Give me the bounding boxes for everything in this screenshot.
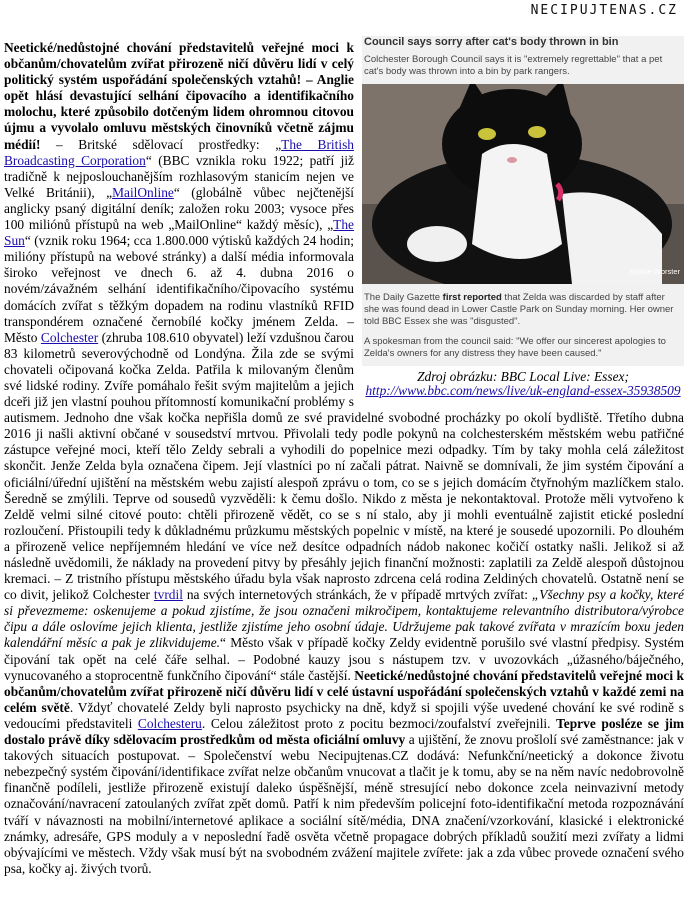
link-colchester[interactable]: Colchester <box>40 329 99 345</box>
card-title: Council says sorry after cat's body thrown in bin <box>364 36 619 48</box>
link-tvrdil[interactable]: tvrdil <box>153 587 183 603</box>
image-caption: Zdroj obrázku: BBC Local Live: Essex; http://www.bbc.com/news/live/uk-england-essex-35938509 <box>365 369 681 398</box>
cat-photo <box>362 84 684 284</box>
figure <box>362 36 684 398</box>
link-the-sun[interactable]: The Sun <box>4 217 354 249</box>
council-quote: „Všechny psy a kočky, které si převezmeme: oskenujeme a pokud zjistíme, že jsou označeni mikročipem, kontaktujeme relevantního distributora/výrobce čipu a dále oslovíme jejich klienta, jestliže zjistíme jeho osobní údaje. Udržujeme pak takové zvířata v mrazícím boxu jeden kalendářní měsíc a pak je zlikvidujeme. <box>4 587 684 651</box>
caption-source-link[interactable]: http://www.bbc.com/news/live/uk-england-essex-35938509 <box>365 383 681 398</box>
lead-bold: Neetické/nedůstojné chování představitelů veřejné moci k občanům/chovatelům zvířat přirozeně ničí důvěru lidí v celý politický systém uspořádání společenských vztahů! – Anglie opět hlásí devastující selhání čipovacího a identifikačního molochu, které způsobilo dotčeným lidem ohromnou citovou újmu a vyvolalo omluvu městských činovníků včetně zájmu médií! <box>4 40 354 152</box>
card-detail: The Daily Gazette first reported that Zelda was discarded by staff after she was found dead in Lower Castle Park on Sunday morning. Her owner told BBC Essex she was "disgusted". <box>364 292 674 327</box>
cat-illustration <box>362 84 684 284</box>
news-card <box>362 36 684 366</box>
article <box>4 36 685 877</box>
card-quote: A spokesman from the council said: "We offer our sincerest apologies to Zelda's owners for any distress they have been caused." <box>364 336 666 359</box>
photo-credit: Sophie Worster <box>628 266 680 276</box>
link-colchesteru[interactable]: Colchesteru <box>137 715 202 731</box>
bold-statement-2: Neetické/nedůstojné chování představitelů veřejné moci k občanům/chovatelům zvířat přirozeně ničí důvěru lidí v celé ústavní uspořádání společenských vztahů v každé zemi na celém světě <box>4 667 684 715</box>
article-body: Neetické/nedůstojné chování představitelů veřejné moci k občanům/chovatelům zvířat přirozeně ničí důvěru lidí v celý politický systém uspořádání společenských vztahů! – Anglie opět hlásí devastující selhání čipovacího a identifikačního molochu, které způsobilo dotčeným lidem ohromnou citovou újmu a vyvolalo omluvu městských činovníků včetně zájmu médií! – Britské sdělovací prostředky: „The British Broadcasting Corporation“ (BBC vznikla roku 1922; patří již tradičně k nejposlouchanějším rozhlasovým stanicím nejen ve Velké Británii), „MailOnline“ (globálně vůbec nejčtenější anglicky psaný digitální deník; založen roku 2003; vysoce přes 100 miliónů přístupů na web „MailOnline“ každý měsíc), „The Sun“ (vznik roku 1964; cca 1.800.000 výtisků každých 24 hodin; milióny přístupů na webové stránky) a další média informovala široko veřejnost ve dnech 6. až 4. dubna 2016 o novém/závažném selhání identifikačního/čipovacího systému domácích zvířat s těžkým dopadem na rodinu vlastníků RFID transpondérem označené černobílé kočky jménem Zelda. – Město Colchester (zhruba 108.610 obyvatel) leží vzdušnou čarou 83 kilometrů severovýchodně od Londýna. Žila zde se svými chovateli očipovaná kočka Zelda. Patřila k milovaným členům své lidské rodiny. Zvíře pomáhalo řešit svým majitelům a jejich dceři již jen vlastní pouhou přítomností komunikační problémy s autismem. Jednoho dne však kočka nepřišla domů ze své pravidelné svobodné procházky po okolí bydliště. Třetího dubna 2016 ji našli aktivní občané v sousedství mrtvou. Přivolali tedy podle pokynů na colchesterském městském webu patřičné zástupce veřejné moci, kteří tělo Zeldy sebrali a vyhodili do popelnice mezi odpadky. Tím by taky mohla celá záležitost skončit. Jenže Zelda byla označena čipem. Její vlastníci po ní začali pátrat. Naivně se domnívali, že jim systém čipování a oficiální/úřední ujištění na městském webu zajistí alespoň zprávu o tom, co se s jejich domácím čtyřnohým mazlíčkem stalo. Šeredně se zmýlili. Teprve od sousedů vyzvěděli: k čemu došlo. Nikdo z města je nekontaktoval. Protože měli vytvořeno k Zeldě velmi silné citové pouto: chtěli přirozeně vědět, co se s ní stalo, aby ji mohli eventuálně zajistit etické poslední rozloučení. Přistoupili tedy k důkladnému průzkumu městských popelnic v místě, na které je sousedé upozornili. Po dlouhém a přirozeně velice nepříjemném hledání ve více než desítce odpadních nádob nakonec kočičí ostatky našli. Jelikož si až následně uvědomili, že náklady na provedení pitvy by přesáhly jejich finanční možnosti: zaplatili za Zeldě alespoň důstojnou kremaci. – Z tristního přístupu městského úřadu byla však naprosto zdrcena celá rodina Zeldiných chovatelů. Ostatně není se co divit, jelikož Colchester tvrdil na svých internetových stránkách, že v případě mrtvých zvířat: „Všechny psy a kočky, které si převezmeme: oskenujeme a pokud zjistíme, že jsou označeni mikročipem, kontaktujeme relevantního distributora/výrobce čipu a dále oslovíme jejich klienta, jestliže zjistíme jeho osobní údaje. Udržujeme pak takové zvířata v mrazícím boxu jeden kalendářní měsíc a pak je zlikvidujeme.“ Město však v případě kočky Zeldy evidentně porušilo své vlastní předpisy. Systém čipování tak opět na celé čáře selhal. – Podobné kauzy jsou s nástupem tzv. v uvozovkách „úžasného/báječného, vynucovaného a stoprocentně funkčního čipování“ stále častější. Neetické/nedůstojné chování představitelů veřejné moci k občanům/chovatelům zvířat přirozeně ničí důvěru lidí v celé ústavní uspořádání společenských vztahů v každé zemi na celém světě. Vždyť chovatelé Zeldy byli naprosto psychicky na dně, když si spojili výše uvedené chování ke své rodině s vedoucími představiteli Colchesteru. Celou záležitost proto z pocitu bezmoci/zoufalství zveřejnili. Teprve posléze se jim dostalo právě díky sdělovacím prostředkům od města oficiální omluvy a ujištění, že znovu prošlolí své zaměstnance: jak v takových situacích postupovat. – Společenství webu Necipujtenas.CZ dodává: Nefunkční/neetický a dokonce životu nebezpečný systém čipování/identifikace zvířat nelze občanům vnucovat a tlačit je k tomu, aby se na něm navíc nedobrovolně finančně podíleli, jestliže přirozeně existují daleko úspěšnější, méně stresující nebo dokonce zcela neinvazivní metody označování/navracení zatoulaných zvířat zpět domů. Patří k nim především policejní foto-identifikační metoda rozpoznávání tváří v návaznosti na mobilní/internetové aplikace a sociální sítě/média, DNA značení/vzorkování, klasické i elektronické známky, adresáře, GPS moduly a v neposlední řadě osvěta včetně propagace dobrých příkladů soužití mezi zvířaty a lidmi obývajícími ve městech. Vždy však musí být na svobodném zvážení majitele zvířete: jak a zda vůbec provede označení svého psa, kočky aj. živých tvorů. <box>4 40 685 876</box>
site-name: NECIPUJTENAS.CZ <box>530 3 678 18</box>
link-bbc[interactable]: The British Broadcasting Corporation <box>4 136 354 168</box>
link-mailonline[interactable]: MailOnline <box>112 184 174 200</box>
bold-statement-3: Teprve posléze se jim dostalo právě díky sdělovacím prostředkům od města oficiální omluvy <box>4 715 684 748</box>
card-intro: Colchester Borough Council says it is "extremely regrettable" that a pet cat's body was thrown into a bin by park rangers. <box>364 54 663 77</box>
